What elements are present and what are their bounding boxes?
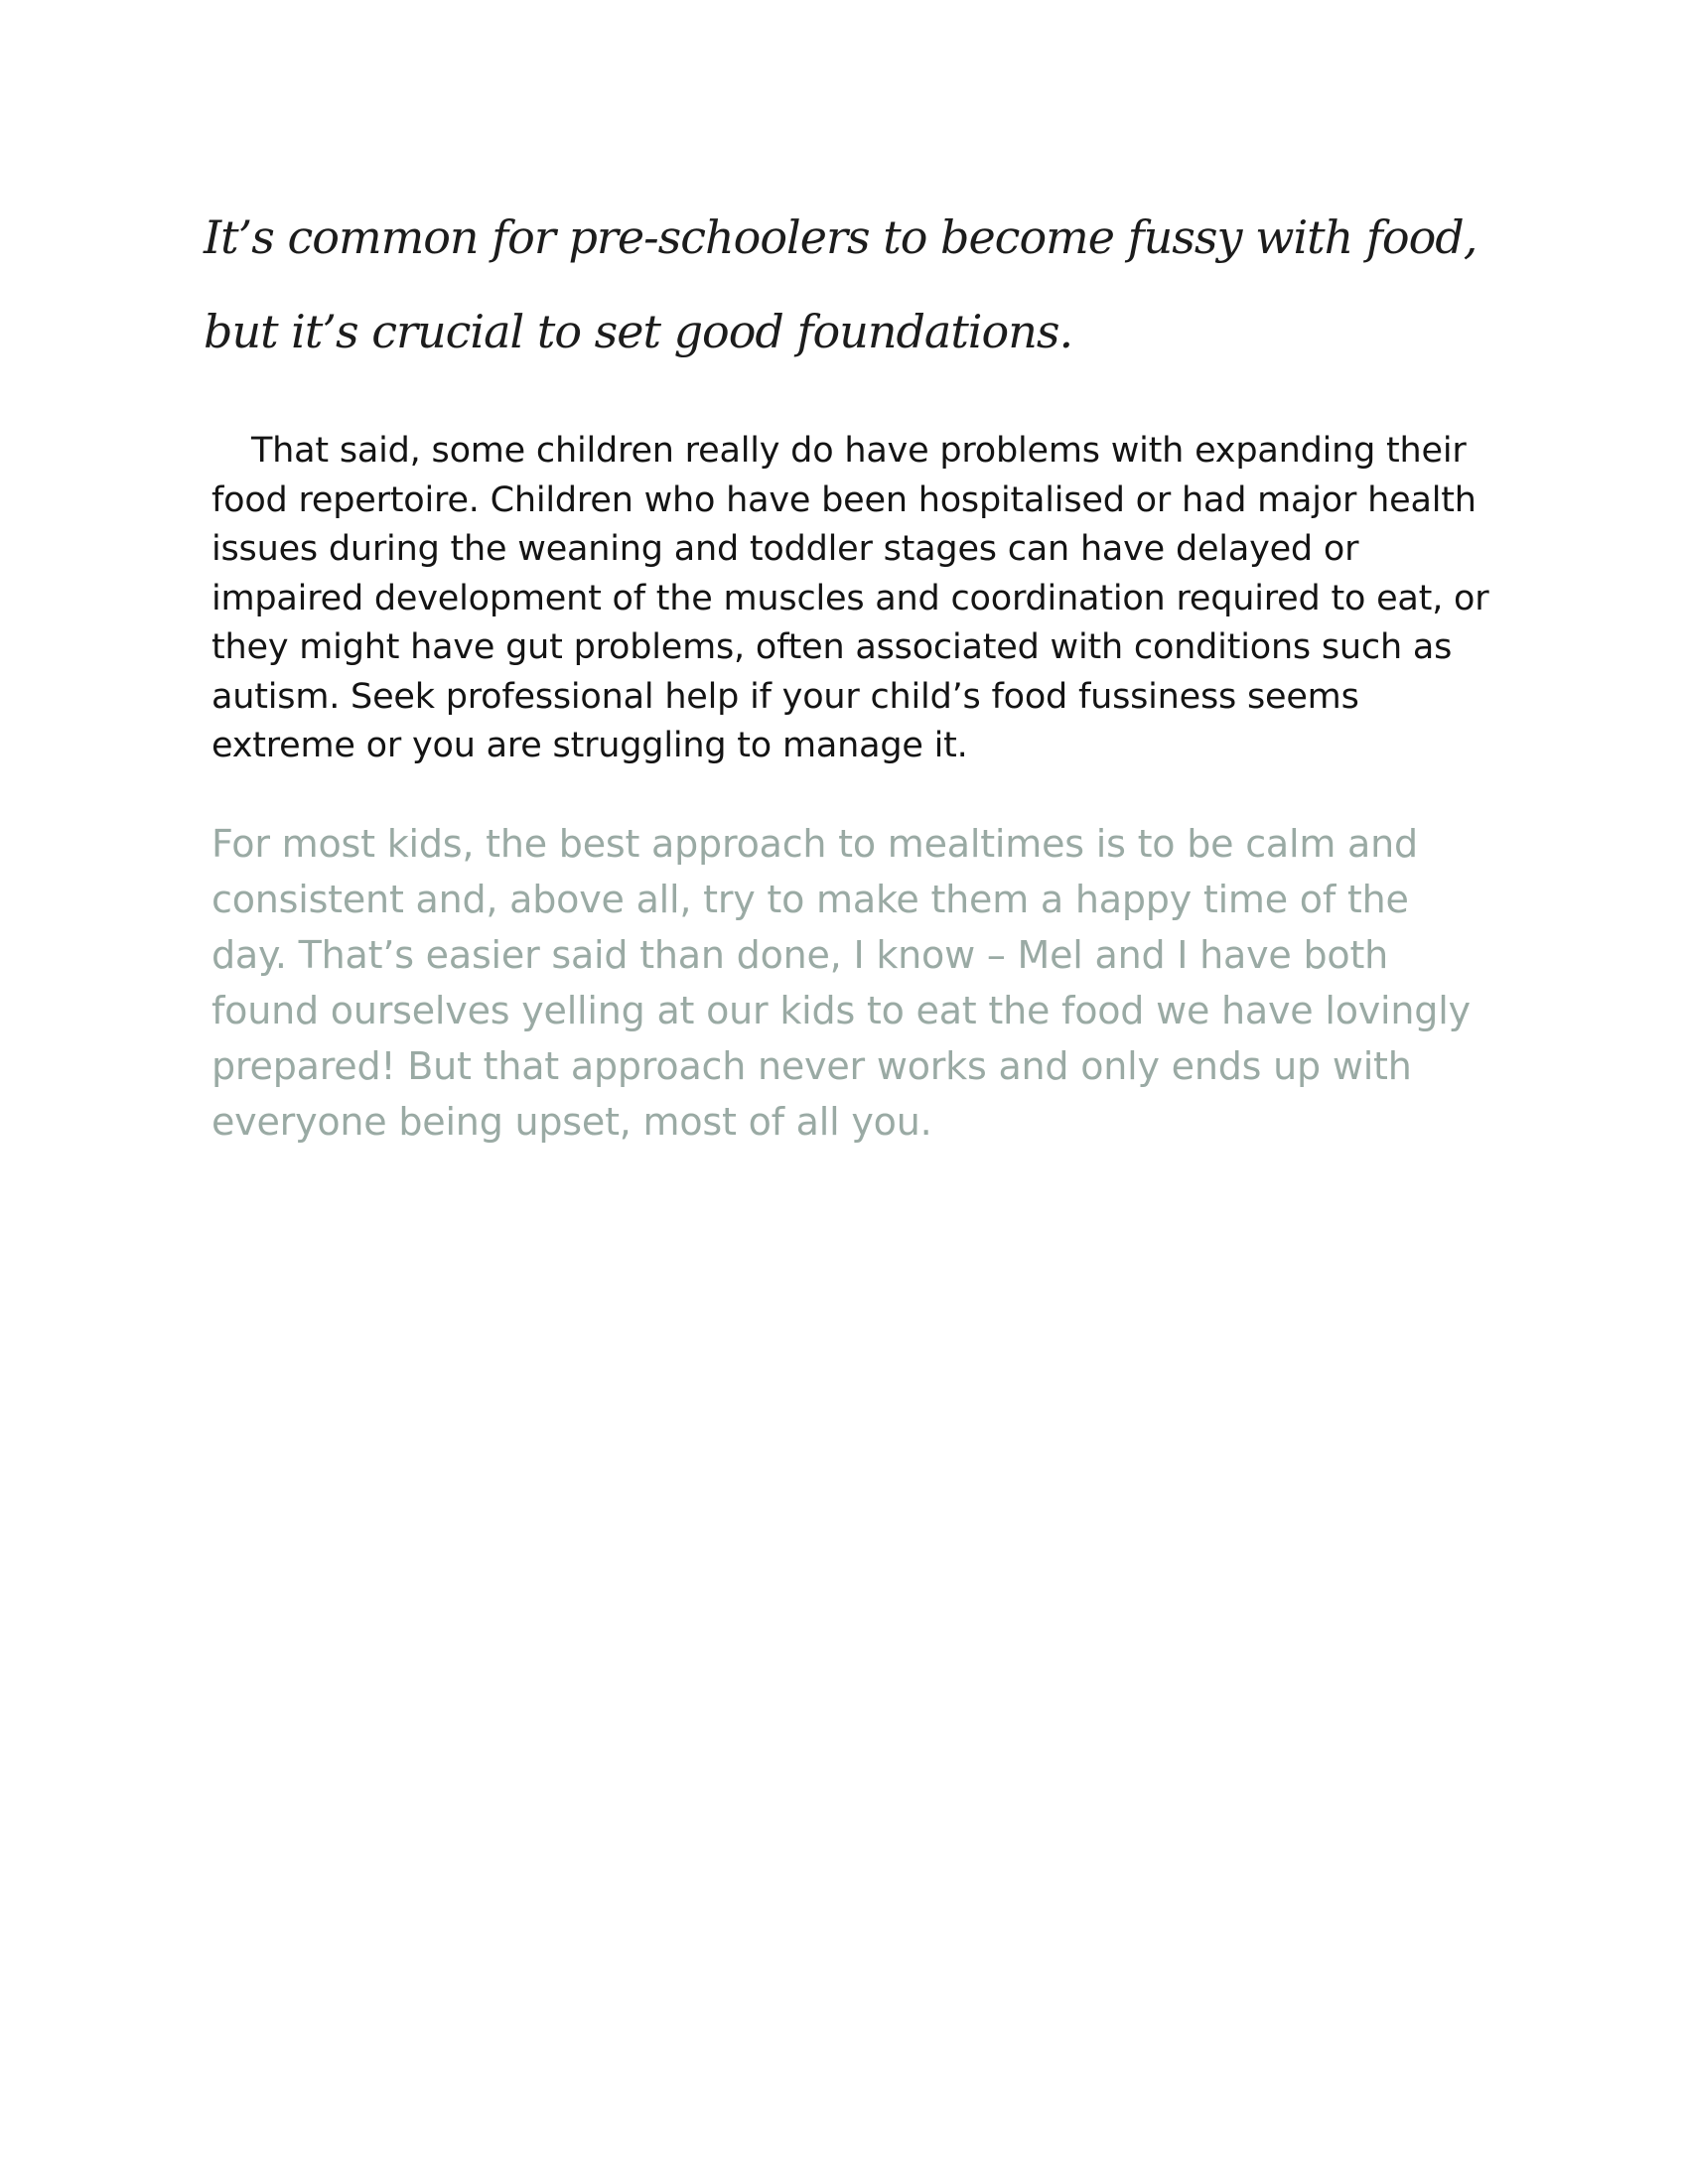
pull-quote: For most kids, the best approach to mealtimes is to be calm and consistent and, above all, try to make them a happy time of the day. That’s easier said than done, I know – Mel and I have both found ourselves yelling at our kids to eat the food we have lovingly prepared! But that approach never works and only ends up with everyone being upset, most of all you.	[211, 822, 1471, 1144]
script-heading: It’s common for pre-schoolers to become fussy with food, but it’s crucial to set good foundations.	[204, 210, 1477, 358]
body-paragraph: That said, some children really do have problems with expanding their food repertoire. Children who have been hospitalised or had major health issues during the weaning and toddler stages can have delayed or impaired development of the muscles and coordination required to eat, or they might have gut problems, often associated with conditions such as autism. Seek professional help if your child’s food fussiness seems extreme or you are struggling to manage it.	[211, 431, 1489, 765]
